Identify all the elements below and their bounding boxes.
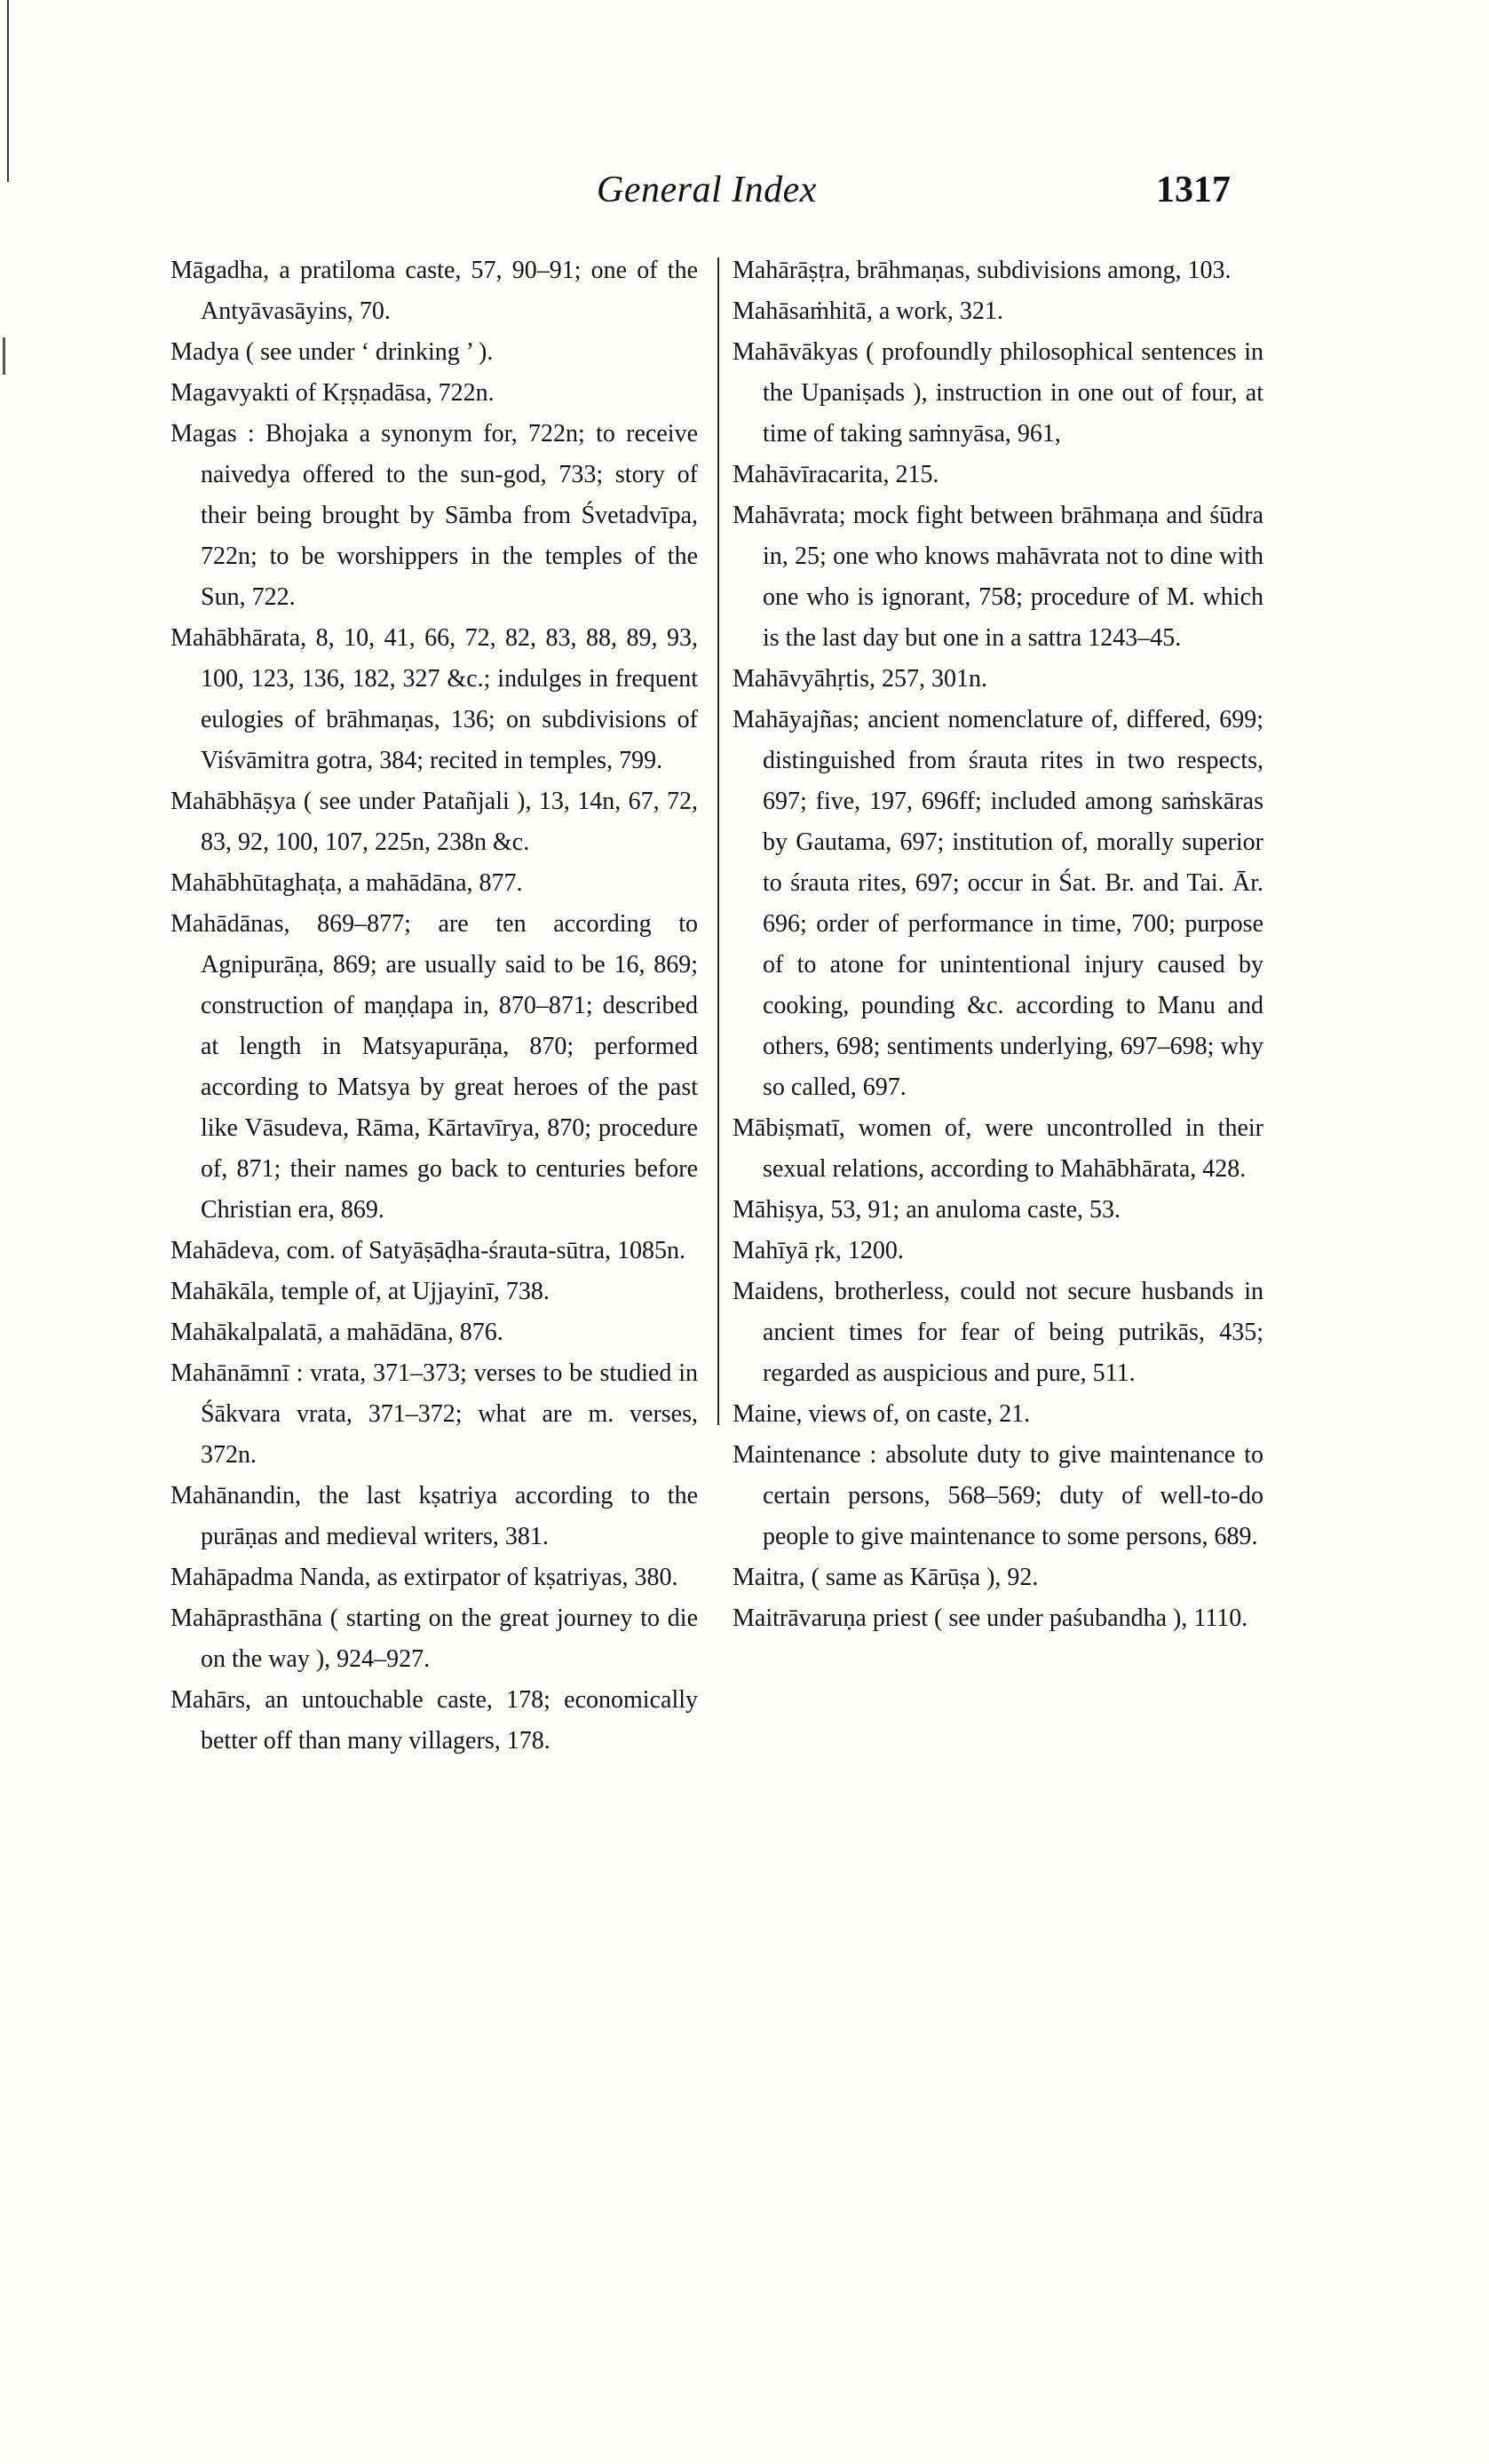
page-header bbox=[0, 169, 1489, 222]
index-entry: Mahārs, an untouchable caste, 178; economically better off than many villagers, 178. bbox=[170, 1686, 698, 1755]
index-entry: Mahāvyāhṛtis, 257, 301n. bbox=[733, 665, 987, 693]
index-entry: Mahākāla, temple of, at Ujjayinī, 738. bbox=[170, 1278, 550, 1305]
index-entry: Maitra, ( same as Kārūṣa ), 92. bbox=[733, 1564, 1039, 1591]
index-entry: Mahābhāṣya ( see under Patañjali ), 13, 14n, 67, 72, 83, 92, 100, 107, 225n, 238n &c. bbox=[170, 788, 698, 856]
index-entry: Māhiṣya, 53, 91; an anuloma caste, 53. bbox=[733, 1196, 1121, 1224]
index-entry: Mahāpadma Nanda, as extirpator of kṣatriyas, 380. bbox=[170, 1564, 678, 1591]
index-entry: Māgadha, a pratiloma caste, 57, 90–91; one of the Antyāvasāyins, 70. bbox=[170, 257, 698, 325]
index-entry: Maidens, brotherless, could not secure husbands in ancient times for fear of being putrikās, 435; regarded as auspicious and pure, 511. bbox=[733, 1278, 1263, 1387]
index-entry: Mahīyā ṛk, 1200. bbox=[733, 1237, 904, 1264]
index-entry: Mahābhūtaghaṭa, a mahādāna, 877. bbox=[170, 869, 523, 897]
index-entry: Mahāvrata; mock fight between brāhmaṇa and śūdra in, 25; one who knows mahāvrata not to dine with one who is ignorant, 758; procedure of M. which is the last day but one in a sattra 1243–45. bbox=[733, 502, 1263, 652]
index-entry: Madya ( see under ‘ drinking ’ ). bbox=[170, 338, 494, 366]
index-entry: Mahādeva, com. of Satyāṣāḍha-śrauta-sūtra, 1085n. bbox=[170, 1237, 686, 1264]
column-divider bbox=[717, 257, 719, 1425]
index-entry: Mahāvīracarita, 215. bbox=[733, 461, 939, 488]
index-entry: Maitrāvaruṇa priest ( see under paśubandha ), 1110. bbox=[733, 1604, 1248, 1632]
index-entry: Mahāvākyas ( profoundly philosophical sentences in the Upaniṣads ), instruction in one out of four, at time of taking saṁnyāsa, 961, bbox=[733, 338, 1263, 448]
index-entry: Mahākalpalatā, a mahādāna, 876. bbox=[170, 1319, 503, 1346]
index-entry: Mahāyajñas; ancient nomenclature of, differed, 699; distinguished from śrauta rites in two respects, 697; five, 197, 696ff; included among saṁskāras by Gautama, 697; institution of, morally superior to śrauta rites, 697; occur in Śat. Br. and Tai. Ār. 696; order of performance in time, 700; purpose of to atone for unintentional injury caused by cooking, pounding &c. according to Manu and others, 698; sentiments underlying, 697–698; why so called, 697. bbox=[733, 706, 1263, 1101]
index-entry: Magavyakti of Kṛṣṇadāsa, 722n. bbox=[170, 379, 495, 407]
index-column-right bbox=[733, 250, 1263, 1639]
index-entry: Mahānāmnī : vrata, 371–373; verses to be studied in Śākvara vrata, 371–372; what are m. verses, 372n. bbox=[170, 1359, 698, 1469]
index-entry: Mahāprasthāna ( starting on the great journey to die on the way ), 924–927. bbox=[170, 1604, 698, 1673]
index-entry: Maintenance : absolute duty to give maintenance to certain persons, 568–569; duty of well-to-do people to give maintenance to some persons, 689. bbox=[733, 1441, 1263, 1550]
index-entry: Magas : Bhojaka a synonym for, 722n; to receive naivedya offered to the sun-god, 733; story of their being brought by Sāmba from Śvetadvīpa, 722n; to be worshippers in the temples of the Sun, 722. bbox=[170, 420, 698, 611]
index-entry: Maine, views of, on caste, 21. bbox=[733, 1400, 1031, 1428]
index-entry: Mahānandin, the last kṣatriya according to the purāṇas and medieval writers, 381. bbox=[170, 1482, 698, 1550]
index-entry: Mābiṣmatī, women of, were uncontrolled in their sexual relations, according to Mahābhārata, 428. bbox=[733, 1114, 1263, 1183]
page-number: 1317 bbox=[1156, 170, 1231, 210]
index-entry: Mahābhārata, 8, 10, 41, 66, 72, 82, 83, 88, 89, 93, 100, 123, 136, 182, 327 &c.; indulges in frequent eulogies of brāhmaṇas, 136; on subdivisions of Viśvāmitra gotra, 384; recited in temples, 799. bbox=[170, 624, 698, 774]
scan-edge-line bbox=[7, 0, 9, 182]
running-title: General Index bbox=[597, 170, 817, 210]
scan-edge-mark bbox=[3, 337, 5, 375]
index-column-left bbox=[170, 250, 698, 1762]
index-entry: Mahādānas, 869–877; are ten according to Agnipurāṇa, 869; are usually said to be 16, 869; construction of maṇḍapa in, 870–871; described at length in Matsyapurāṇa, 870; performed according to Matsya by great heroes of the past like Vāsudeva, Rāma, Kārtavīrya, 870; procedure of, 871; their names go back to centuries before Christian era, 869. bbox=[170, 910, 698, 1224]
index-entry: Mahāsaṁhitā, a work, 321. bbox=[733, 297, 1003, 325]
index-entry: Mahārāṣṭra, brāhmaṇas, subdivisions among, 103. bbox=[733, 257, 1232, 284]
